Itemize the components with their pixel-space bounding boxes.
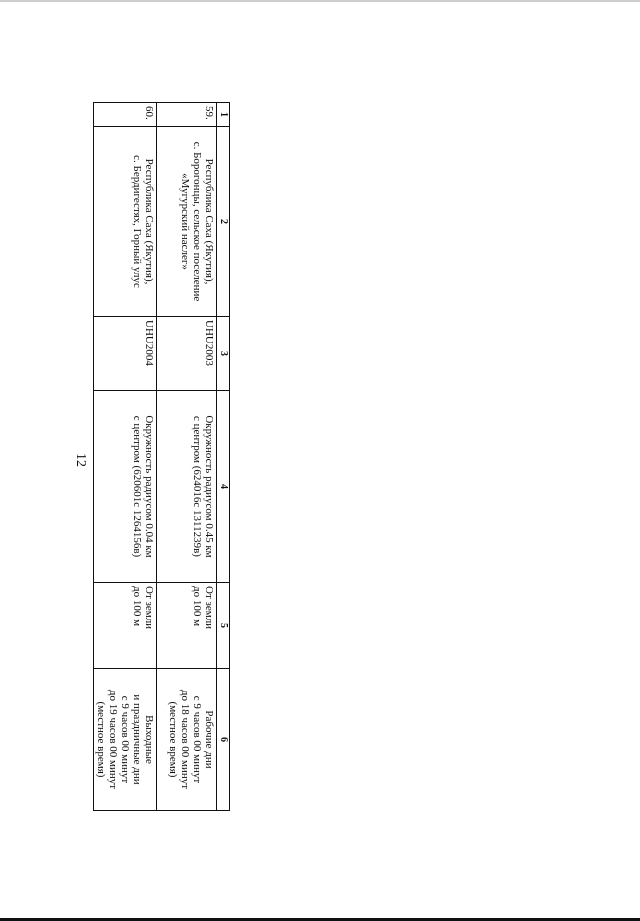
zone-code: UHU2004 xyxy=(94,317,157,391)
zone-code: UHU2003 xyxy=(157,317,217,391)
header-col-1: 1 xyxy=(217,103,230,127)
area-cell xyxy=(157,391,217,583)
height-line: до 100 м xyxy=(191,586,203,627)
header-col-6: 6 xyxy=(217,669,230,811)
location-cell xyxy=(94,127,157,317)
area-line: с центром (624016с 1311239в) xyxy=(191,416,203,557)
location-line: «Мугурский наслег» xyxy=(179,173,191,270)
time-line: с 9 часов 00 минут xyxy=(119,695,131,784)
rotated-table-wrapper xyxy=(96,102,230,810)
time-line: до 18 часов 00 минут xyxy=(179,689,191,790)
row-number: 60. xyxy=(94,103,157,127)
time-cell xyxy=(94,669,157,811)
time-line: (местное время) xyxy=(95,701,107,778)
location-line: с. Бердигестях, Горный улус xyxy=(131,155,143,288)
time-line: и праздничные дни xyxy=(131,694,143,785)
location-line: с. Борогонцы, сельское поселение xyxy=(191,141,203,302)
page-number: 12 xyxy=(73,453,88,467)
time-line: с 9 часов 00 минут xyxy=(191,695,203,784)
area-line: Окружность радиусом 0.45 км xyxy=(203,415,215,558)
height-line: От земли xyxy=(203,586,215,630)
height-cell xyxy=(157,583,217,669)
header-row xyxy=(217,103,230,811)
area-line: с центром (620601с 1264156в) xyxy=(131,415,143,558)
table-row xyxy=(157,103,217,811)
table-row xyxy=(94,103,157,811)
location-cell xyxy=(157,127,217,317)
rotated-table xyxy=(96,102,230,810)
area-line: Окружность радиусом 0.04 км xyxy=(143,415,155,558)
height-line: От земли xyxy=(143,586,155,630)
time-line: Рабочие дни xyxy=(203,710,215,769)
height-line: до 100 м xyxy=(131,586,143,627)
location-line: Республика Саха (Якутия), xyxy=(143,158,155,285)
header-col-5: 5 xyxy=(217,583,230,669)
time-line: (местное время) xyxy=(167,701,179,778)
row-number: 59. xyxy=(157,103,217,127)
scan-edge-top xyxy=(0,0,640,2)
area-cell xyxy=(94,391,157,583)
time-line: Выходные xyxy=(143,715,155,764)
height-cell xyxy=(94,583,157,669)
header-col-4: 4 xyxy=(217,391,230,583)
airspace-table xyxy=(93,102,230,811)
header-col-3: 3 xyxy=(217,317,230,391)
time-cell xyxy=(157,669,217,811)
header-col-2: 2 xyxy=(217,127,230,317)
time-line: до 19 часов 00 минут xyxy=(107,689,119,790)
location-line: Республика Саха (Якутия), xyxy=(203,158,215,285)
